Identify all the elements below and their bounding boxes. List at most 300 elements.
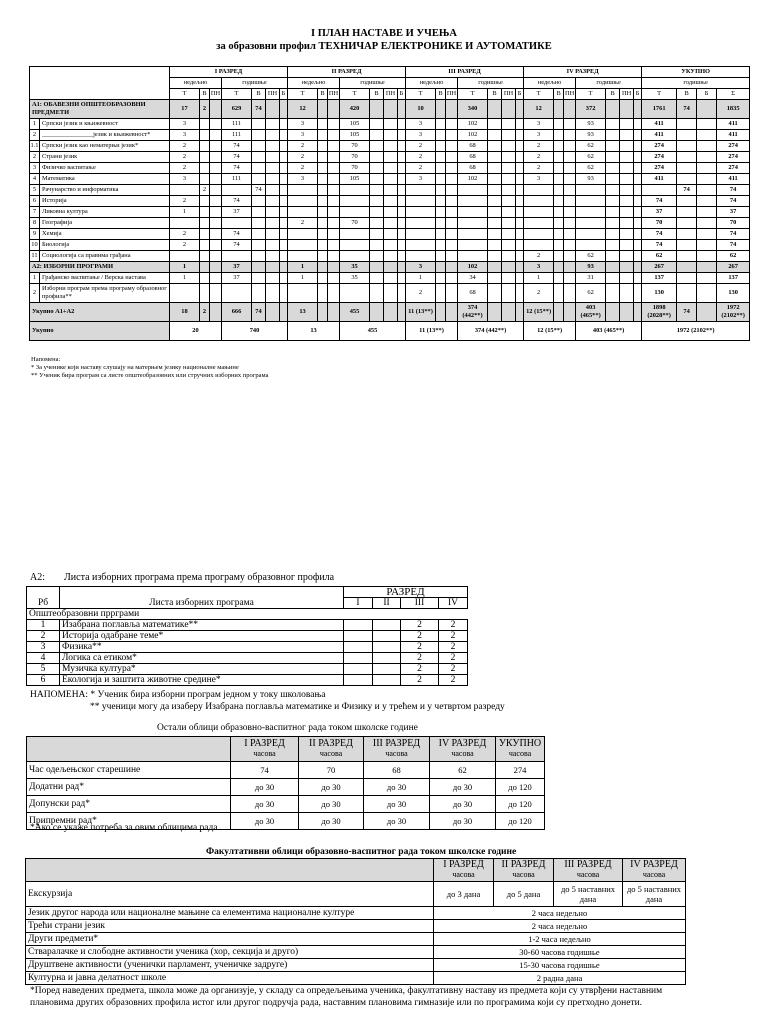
grade-header <box>430 737 496 762</box>
header-title: УКУПНО <box>498 738 542 749</box>
grade-header <box>231 737 299 762</box>
value-cell <box>252 262 266 273</box>
value-cell: 11 (13**) <box>406 303 436 322</box>
value-cell: 37 <box>222 273 252 284</box>
value-cell <box>266 196 280 207</box>
a2-section-row <box>30 262 750 273</box>
value-cell <box>340 196 370 207</box>
value-cell <box>576 185 606 196</box>
activity-row <box>27 762 545 779</box>
excursion-name: Екскурзија <box>26 882 434 907</box>
total-cell: 62 <box>717 251 750 262</box>
value-cell <box>266 284 280 303</box>
total-cell: 1761 <box>642 100 677 119</box>
value-cell <box>446 152 458 163</box>
value-cell <box>280 303 288 322</box>
value-cell <box>524 196 554 207</box>
value-cell <box>200 229 210 240</box>
value-cell: 13 <box>288 303 318 322</box>
value-cell <box>328 273 340 284</box>
section-label: А2: ИЗБОРНИ ПРОГРАМИ <box>30 262 170 273</box>
other-activities-caption: Остали облици образовно-васпитног рада током школске године <box>157 723 418 733</box>
value-cell <box>328 218 340 229</box>
value-cell: 1 <box>170 262 200 273</box>
subject-name: Историја <box>40 196 170 207</box>
optional-row <box>26 946 686 959</box>
value-cell <box>280 100 288 119</box>
value-cell: 2 <box>170 240 200 251</box>
value-cell <box>606 303 620 322</box>
value-cell <box>502 196 516 207</box>
value-cell <box>210 119 222 130</box>
value-cell <box>398 100 406 119</box>
value-cell <box>318 100 328 119</box>
header-unit: часова <box>512 870 535 879</box>
elective-row <box>27 642 468 653</box>
value-cell <box>280 284 288 303</box>
value-cell <box>398 130 406 141</box>
type-header: В <box>370 89 384 100</box>
subject-name: Социологија са правима грађана <box>40 251 170 262</box>
value-cell <box>502 240 516 251</box>
value-cell: 403 (465**) <box>576 303 606 322</box>
value-cell <box>266 207 280 218</box>
value-cell: 12 <box>288 100 318 119</box>
elective-number: 4 <box>27 653 60 664</box>
total-yearly: 403 (465**) <box>576 322 642 341</box>
value-cell <box>606 119 620 130</box>
value-cell: 74 <box>222 196 252 207</box>
total-cell: 74 <box>717 185 750 196</box>
grade-1-value <box>344 620 373 631</box>
value-cell <box>564 218 576 229</box>
value-cell <box>502 284 516 303</box>
value-cell <box>318 196 328 207</box>
total-cell <box>677 119 697 130</box>
type-header: ПН <box>210 89 222 100</box>
value-cell <box>200 196 210 207</box>
value-cell: 62 <box>576 284 606 303</box>
value-cell: 68 <box>458 141 488 152</box>
subject-name: Српски језик и књижевност <box>40 119 170 130</box>
value-cell <box>328 119 340 130</box>
subject-number: 10 <box>30 240 40 251</box>
value-cell: 10 <box>406 100 436 119</box>
value-cell <box>606 207 620 218</box>
value-cell <box>318 185 328 196</box>
type-header: ПН <box>266 89 280 100</box>
header-title: II РАЗРЕД <box>309 738 353 749</box>
total-cell <box>697 100 717 119</box>
value-cell <box>446 119 458 130</box>
subject-name: Биологија <box>40 240 170 251</box>
value-cell <box>634 130 642 141</box>
value-cell <box>370 240 384 251</box>
value-cell <box>564 163 576 174</box>
grade-4-value: 2 <box>439 620 468 631</box>
value-cell <box>436 130 446 141</box>
optional-value: 15-30 часова годишње <box>434 959 686 972</box>
a2-heading <box>30 572 334 583</box>
subject-name: Изборни програм према програму образовног профила** <box>40 284 170 303</box>
a2-note-b: ** ученици могу да изаберу Изабрана поглавља математике и Физику и у трећем и у четвртом разреду <box>90 702 505 712</box>
value-cell <box>252 163 266 174</box>
value-cell <box>606 284 620 303</box>
value-cell <box>620 174 634 185</box>
value-cell: 372 <box>576 100 606 119</box>
value-cell: 1 <box>170 207 200 218</box>
value-cell <box>458 251 488 262</box>
type-header: В <box>488 89 502 100</box>
value-cell <box>502 207 516 218</box>
value-cell <box>634 119 642 130</box>
value-cell <box>436 119 446 130</box>
value-cell <box>606 196 620 207</box>
value-cell <box>488 163 502 174</box>
grade-header: IV РАЗРЕД <box>524 67 642 78</box>
total-yearly: 455 <box>340 322 406 341</box>
subject-name: Српски језик као нематерњи језик* <box>40 141 170 152</box>
activity-value: до 120 <box>496 779 545 796</box>
total-yearly: 374 (442**) <box>458 322 524 341</box>
value-cell <box>266 163 280 174</box>
value-cell <box>502 163 516 174</box>
value-cell <box>554 229 564 240</box>
value-cell <box>266 251 280 262</box>
total-cell <box>697 218 717 229</box>
total-cell <box>697 141 717 152</box>
grade-2-value <box>373 631 401 642</box>
value-cell <box>564 262 576 273</box>
value-cell <box>406 251 436 262</box>
value-cell <box>328 303 340 322</box>
value-cell <box>384 141 398 152</box>
subject-row <box>30 207 750 218</box>
plan-subtitle: за образовни профил ТЕХНИЧАР ЕЛЕКТРОНИКЕ И АУТОМАТИКЕ <box>216 41 552 52</box>
value-cell <box>318 141 328 152</box>
value-cell <box>606 251 620 262</box>
value-cell: 2 <box>406 152 436 163</box>
optional-value: 2 радна дана <box>434 972 686 985</box>
total-cell: 1898 (2028**) <box>642 303 677 322</box>
value-cell <box>384 174 398 185</box>
total-cell <box>677 174 697 185</box>
header-title: II РАЗРЕД <box>501 859 546 870</box>
value-cell <box>516 130 524 141</box>
value-cell: 2 <box>406 141 436 152</box>
value-cell <box>502 119 516 130</box>
value-cell <box>620 130 634 141</box>
value-cell: 2 <box>170 152 200 163</box>
value-cell <box>488 185 502 196</box>
a2-code: А2: <box>30 572 45 583</box>
value-cell <box>436 218 446 229</box>
header-title: I РАЗРЕД <box>244 738 285 749</box>
value-cell: 102 <box>458 119 488 130</box>
activity-value: до 30 <box>364 796 430 813</box>
value-cell <box>280 240 288 251</box>
value-cell <box>446 218 458 229</box>
grade-2-value <box>373 642 401 653</box>
value-cell <box>200 163 210 174</box>
value-cell: 34 <box>458 273 488 284</box>
value-cell <box>524 185 554 196</box>
value-cell: 105 <box>340 174 370 185</box>
value-cell <box>318 119 328 130</box>
value-cell <box>384 100 398 119</box>
grade-3-value: 2 <box>401 675 439 686</box>
activity-value: 70 <box>299 762 364 779</box>
elective-row <box>27 653 468 664</box>
value-cell <box>266 119 280 130</box>
value-cell <box>576 207 606 218</box>
optional-name: Друштвене активности (ученички парламент, ученичке задруге) <box>26 959 434 972</box>
value-cell <box>398 284 406 303</box>
value-cell <box>488 196 502 207</box>
total-cell: 274 <box>717 141 750 152</box>
type-header: Б <box>516 89 524 100</box>
total-cell: 74 <box>642 196 677 207</box>
optional-name: Језик другог народа или националне мањине са елементима националне културе <box>26 907 434 920</box>
elective-number: 5 <box>27 664 60 675</box>
value-cell <box>436 229 446 240</box>
value-cell <box>280 185 288 196</box>
value-cell: 2 <box>406 284 436 303</box>
type-header: Т <box>524 89 554 100</box>
value-cell <box>564 185 576 196</box>
activity-value: 274 <box>496 762 545 779</box>
subject-number: 1 <box>30 119 40 130</box>
value-cell <box>516 196 524 207</box>
activity-value: до 30 <box>231 796 299 813</box>
value-cell: 35 <box>340 262 370 273</box>
value-cell <box>318 163 328 174</box>
value-cell <box>458 196 488 207</box>
subject-row <box>30 273 750 284</box>
total-cell: 74 <box>642 229 677 240</box>
total-cell <box>697 152 717 163</box>
value-cell <box>200 119 210 130</box>
value-cell <box>516 303 524 322</box>
value-cell <box>384 303 398 322</box>
value-cell <box>370 303 384 322</box>
grade-4-value: 2 <box>439 631 468 642</box>
optional-value: 1-2 часа недељно <box>434 933 686 946</box>
value-cell <box>606 174 620 185</box>
total-cell <box>677 273 697 284</box>
value-cell <box>554 262 564 273</box>
total-cell: 74 <box>642 240 677 251</box>
value-cell <box>266 141 280 152</box>
value-cell <box>318 207 328 218</box>
value-cell <box>318 152 328 163</box>
value-cell <box>620 229 634 240</box>
subject-row <box>30 284 750 303</box>
value-cell <box>516 174 524 185</box>
value-cell <box>634 174 642 185</box>
total-cell <box>677 152 697 163</box>
subject-name: Физичко васпитање <box>40 163 170 174</box>
total-cell: 1972 (2102**) <box>717 303 750 322</box>
value-cell <box>398 185 406 196</box>
value-cell <box>634 163 642 174</box>
yearly-header: годишње <box>576 78 642 89</box>
value-cell: 2 <box>170 163 200 174</box>
yearly-header: годишње <box>222 78 288 89</box>
value-cell <box>458 218 488 229</box>
value-cell <box>446 207 458 218</box>
value-cell <box>406 218 436 229</box>
value-cell <box>436 284 446 303</box>
value-cell <box>516 284 524 303</box>
value-cell <box>446 141 458 152</box>
activity-value: до 30 <box>364 779 430 796</box>
value-cell <box>280 218 288 229</box>
value-cell <box>170 284 200 303</box>
optional-activities-caption: Факултативни облици образовно-васпитног рада током школске године <box>206 847 517 857</box>
value-cell: 35 <box>340 273 370 284</box>
value-cell <box>384 163 398 174</box>
value-cell <box>576 229 606 240</box>
type-header: Т <box>170 89 200 100</box>
grand-total: 1972 (2102**) <box>642 322 750 341</box>
value-cell: 455 <box>340 303 370 322</box>
total-cell <box>697 185 717 196</box>
value-cell <box>340 284 370 303</box>
value-cell: 62 <box>576 152 606 163</box>
header-corner <box>30 67 170 100</box>
value-cell <box>516 229 524 240</box>
value-cell <box>524 229 554 240</box>
total-cell <box>677 251 697 262</box>
value-cell <box>554 251 564 262</box>
value-cell <box>554 185 564 196</box>
value-cell <box>446 262 458 273</box>
grade-4-value: 2 <box>439 653 468 664</box>
value-cell <box>370 119 384 130</box>
value-cell <box>516 152 524 163</box>
total-cell: 411 <box>642 130 677 141</box>
total-cell: 274 <box>717 152 750 163</box>
value-cell <box>516 240 524 251</box>
value-cell <box>252 273 266 284</box>
elective-name: Екологија и заштита животне средине* <box>60 675 344 686</box>
value-cell: 3 <box>288 174 318 185</box>
total-weekly: 12 (15**) <box>524 322 576 341</box>
value-cell <box>564 196 576 207</box>
value-cell <box>252 251 266 262</box>
value-cell <box>170 251 200 262</box>
value-cell: 2 <box>524 152 554 163</box>
value-cell <box>370 229 384 240</box>
a2-section-row <box>27 609 468 620</box>
value-cell <box>340 185 370 196</box>
value-cell <box>318 262 328 273</box>
value-cell <box>398 207 406 218</box>
value-cell <box>446 240 458 251</box>
value-cell <box>280 196 288 207</box>
value-cell: 2 <box>170 141 200 152</box>
total-cell <box>697 196 717 207</box>
value-cell <box>252 240 266 251</box>
value-cell <box>370 163 384 174</box>
optional-row <box>26 933 686 946</box>
value-cell <box>502 174 516 185</box>
optional-row <box>26 959 686 972</box>
total-cell <box>677 284 697 303</box>
value-cell <box>384 218 398 229</box>
optional-name: Културна и јавна делатност школе <box>26 972 434 985</box>
value-cell <box>524 240 554 251</box>
value-cell <box>328 130 340 141</box>
value-cell <box>328 196 340 207</box>
value-cell: 3 <box>524 262 554 273</box>
value-cell <box>280 163 288 174</box>
value-cell <box>634 152 642 163</box>
value-cell: 62 <box>576 251 606 262</box>
value-cell: 374 (442**) <box>458 303 488 322</box>
value-cell <box>516 141 524 152</box>
grade-1-value <box>344 664 373 675</box>
value-cell <box>200 273 210 284</box>
value-cell <box>200 262 210 273</box>
header-unit: часова <box>642 870 666 879</box>
type-header: Б <box>398 89 406 100</box>
value-cell: 3 <box>406 174 436 185</box>
type-header: ПН <box>446 89 458 100</box>
grade-col-header: IV <box>439 598 468 609</box>
subject-row <box>30 240 750 251</box>
subject-number: 9 <box>30 229 40 240</box>
value-cell: 74 <box>222 141 252 152</box>
grade-header <box>623 859 686 882</box>
grade-3-value: 2 <box>401 642 439 653</box>
value-cell <box>436 174 446 185</box>
value-cell <box>280 141 288 152</box>
value-cell <box>436 100 446 119</box>
total-cell <box>677 141 697 152</box>
elective-name: Историја одабране теме* <box>60 631 344 642</box>
elective-number: 2 <box>27 631 60 642</box>
value-cell <box>210 229 222 240</box>
value-cell <box>280 130 288 141</box>
grade-3-value: 2 <box>401 631 439 642</box>
value-cell <box>554 130 564 141</box>
subject-number: 6 <box>30 196 40 207</box>
total-weekly: 13 <box>288 322 340 341</box>
value-cell: 68 <box>458 163 488 174</box>
value-cell <box>606 240 620 251</box>
total-cell: 137 <box>717 273 750 284</box>
type-header: В <box>200 89 210 100</box>
type-header: В <box>677 89 697 100</box>
value-cell <box>328 240 340 251</box>
value-cell <box>564 100 576 119</box>
value-cell <box>384 284 398 303</box>
activity-value: до 30 <box>430 813 496 830</box>
type-header: Т <box>340 89 370 100</box>
value-cell <box>328 284 340 303</box>
type-header: В <box>252 89 266 100</box>
value-cell: 70 <box>340 218 370 229</box>
yearly-header: годишње <box>642 78 750 89</box>
total-cell <box>697 174 717 185</box>
header-unit: часова <box>452 870 475 879</box>
value-cell <box>384 262 398 273</box>
col-list-header: Листа изборних програма <box>60 587 344 609</box>
value-cell <box>288 207 318 218</box>
value-cell <box>620 218 634 229</box>
